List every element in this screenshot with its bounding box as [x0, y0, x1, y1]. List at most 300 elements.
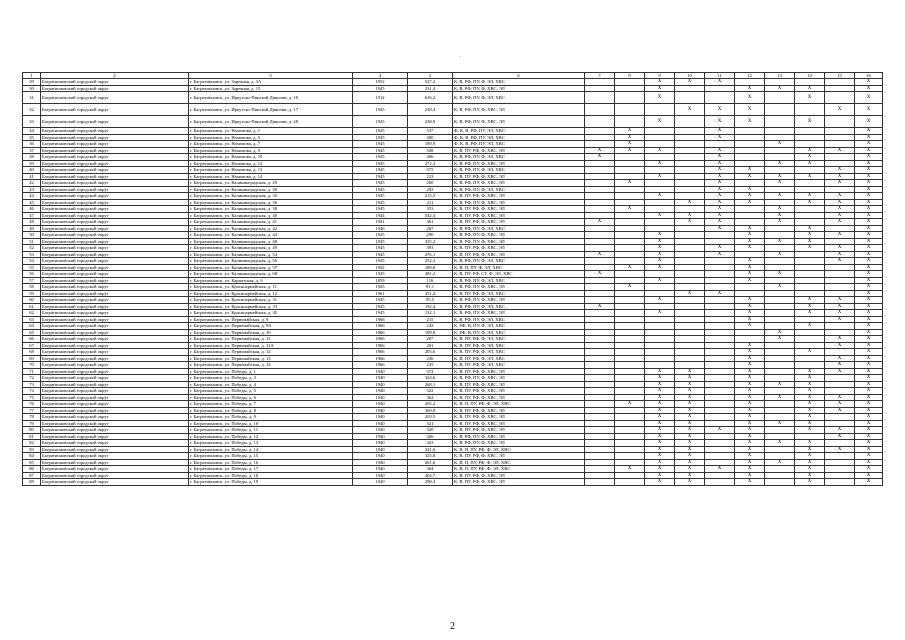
work-col-12-cell: X — [735, 453, 765, 460]
row-number-cell: 35 — [23, 134, 41, 141]
year-built-cell: 1922 — [353, 264, 408, 271]
address-cell: г. Багратионовск, ул. Калининградская, д. 54 — [189, 251, 353, 258]
area-cell: 192,4 — [408, 303, 453, 310]
row-number-cell: 48 — [23, 219, 41, 226]
structural-elements-cell: К, В, ПУ, РФ, Ф, ХВС, ЭЛ — [453, 420, 585, 427]
work-col-9-cell: X — [645, 238, 675, 245]
scan-mark: . — [459, 53, 461, 59]
address-cell: г. Багратионовск, ул. Нахимова, д. 9 — [189, 147, 353, 154]
work-col-14-cell: X — [795, 297, 825, 304]
work-col-10-cell: X — [675, 401, 705, 408]
area-cell: 324,6 — [408, 375, 453, 382]
area-cell: 300 — [408, 134, 453, 141]
address-cell: г. Багратионовск, ул. Победы, д. 3 — [189, 375, 353, 382]
work-col-12-cell: X — [735, 303, 765, 310]
structural-elements-cell: К, В, ПУ, РФ, Ф, ЭЛ, ХВС — [453, 290, 585, 297]
address-cell: г. Багратионовск, ул. Калининградская, д. 38 — [189, 206, 353, 213]
work-col-14-cell: X — [795, 453, 825, 460]
structural-elements-cell: К, В, РФ, ПУ, Ф, ЭЛ, ХВС — [453, 92, 585, 104]
work-col-13-cell: X — [765, 440, 795, 447]
year-built-cell: 1945 — [353, 258, 408, 265]
municipality-cell: Багратионовский городской округ — [41, 453, 189, 460]
year-built-cell: 1966 — [353, 329, 408, 336]
municipality-cell: Багратионовский городской округ — [41, 92, 189, 104]
area-cell: 353 — [408, 206, 453, 213]
work-col-10-cell: X — [675, 459, 705, 466]
work-col-12-cell: X — [735, 245, 765, 252]
address-cell: г. Багратионовск, ул. Победы, д. 9 — [189, 414, 353, 421]
year-built-cell: 1961 — [353, 290, 408, 297]
year-built-cell: 1940 — [353, 440, 408, 447]
row-number-cell: 71 — [23, 368, 41, 375]
structural-elements-cell: К, В, ПУ, РФ, Ф, ХВС, ЭЛ — [453, 219, 585, 226]
work-col-13-cell: X — [765, 394, 795, 401]
work-col-16-cell: X — [855, 232, 883, 239]
municipality-cell: Багратионовский городской округ — [41, 388, 189, 395]
row-number-cell: 87 — [23, 472, 41, 479]
column-number-cell: 10 — [675, 73, 705, 79]
municipality-cell: Багратионовский городской округ — [41, 206, 189, 213]
row-number-cell: 44 — [23, 193, 41, 200]
structural-elements-cell: К, В, П, ПУ, РФ, Ф, ЭЛ, ХВС — [453, 466, 585, 473]
area-cell: 325,8 — [408, 453, 453, 460]
work-col-13-cell — [765, 116, 795, 128]
structural-elements-cell: К, В, П, ПУ, РФ, Ф, ЭЛ, ХВС — [453, 446, 585, 453]
work-col-16-cell: X — [855, 310, 883, 317]
structural-elements-cell: К, В, РФ, ПУ, Ф, ХВС, ЭЛ — [453, 160, 585, 167]
structural-elements-cell: К, РФ, В, ПУ, Ф, ЭЛ, ХВС — [453, 329, 585, 336]
year-built-cell: 1940 — [353, 466, 408, 473]
work-col-16-cell: X — [855, 219, 883, 226]
work-col-12-cell: X — [735, 264, 765, 271]
structural-elements-cell: К, В, ПУ, РФ, Ф, ХВС, ЭЛ — [453, 479, 585, 486]
row-number-cell: 76 — [23, 401, 41, 408]
address-cell: г. Багратионовск, ул. Иркутско-Пинской Дивизии, д. 10 — [189, 92, 353, 104]
address-cell: г. Багратионовск, ул. Победы, д. 15 — [189, 453, 353, 460]
work-col-14-cell: X — [795, 160, 825, 167]
work-col-14-cell: X — [795, 323, 825, 330]
municipality-cell: Багратионовский городской округ — [41, 401, 189, 408]
work-col-10-cell: X — [675, 394, 705, 401]
work-col-9-cell: X — [645, 232, 675, 239]
work-col-15-cell: X — [825, 206, 855, 213]
work-col-14-cell: X — [795, 394, 825, 401]
structural-elements-cell: К, В, ПУ, РФ, Ф, ХВС, ЭЛ — [453, 193, 585, 200]
work-col-16-cell: X — [855, 264, 883, 271]
year-built-cell: 1940 — [353, 459, 408, 466]
row-number-cell: 50 — [23, 232, 41, 239]
work-col-16-cell: X — [855, 368, 883, 375]
year-built-cell: 1940 — [353, 479, 408, 486]
work-col-14-cell: X — [795, 440, 825, 447]
work-col-12-cell: X — [735, 349, 765, 356]
year-built-cell: 1945 — [353, 134, 408, 141]
address-cell: г. Багратионовск, ул. Нахимова, д. 10 — [189, 154, 353, 161]
work-col-15-cell: X — [825, 362, 855, 369]
municipality-cell: Багратионовский городской округ — [41, 440, 189, 447]
work-col-9-cell: X — [645, 212, 675, 219]
area-cell: 393 — [408, 245, 453, 252]
work-col-9-cell: X — [645, 160, 675, 167]
work-col-13-cell: X — [765, 251, 795, 258]
work-col-7-cell: X — [585, 303, 615, 310]
work-col-11-cell: X — [705, 160, 735, 167]
table-row — [23, 479, 883, 486]
work-col-7-cell: X — [585, 271, 615, 278]
work-col-11-cell: X — [705, 245, 735, 252]
municipality-cell: Багратионовский городской округ — [41, 479, 189, 486]
row-number-cell: 88 — [23, 479, 41, 486]
address-cell: г. Багратионовск, ул. Нахимова, д. 12 — [189, 160, 353, 167]
work-col-8-cell: X — [615, 147, 645, 154]
work-col-13-cell: X — [765, 180, 795, 187]
year-built-cell: 1966 — [353, 349, 408, 356]
work-col-11-cell: X — [705, 154, 735, 161]
area-cell: 321 — [408, 420, 453, 427]
year-built-cell: 1940 — [353, 420, 408, 427]
work-col-12-cell: X — [735, 167, 765, 174]
work-col-9-cell: X — [645, 472, 675, 479]
year-built-cell: 1940 — [353, 368, 408, 375]
work-col-10-cell: X — [675, 212, 705, 219]
work-col-13-cell: X — [765, 206, 795, 213]
work-col-11-cell: X — [705, 199, 735, 206]
year-built-cell: 1945 — [353, 173, 408, 180]
work-col-16-cell: X — [855, 79, 883, 86]
area-cell: 293 — [408, 186, 453, 193]
row-number-cell: 69 — [23, 355, 41, 362]
address-cell: г. Багратионовск, ул. Калининградская, д. 29 — [189, 180, 353, 187]
work-col-12-cell: X — [735, 173, 765, 180]
year-built-cell: 1945 — [353, 141, 408, 148]
work-col-16-cell: X — [855, 238, 883, 245]
housing-register-sheet — [22, 72, 882, 486]
work-col-12-cell: X — [735, 381, 765, 388]
year-built-cell: 1940 — [353, 388, 408, 395]
year-built-cell: 1952 — [353, 79, 408, 86]
work-col-9-cell: X — [645, 92, 675, 104]
work-col-12-cell: X — [735, 440, 765, 447]
work-col-14-cell: X — [795, 420, 825, 427]
work-col-16-cell: X — [855, 381, 883, 388]
year-built-cell: 1945 — [353, 199, 408, 206]
work-col-13-cell — [765, 479, 795, 486]
area-cell: 272,3 — [408, 160, 453, 167]
municipality-cell: Багратионовский городской округ — [41, 368, 189, 375]
work-col-11-cell: X — [705, 225, 735, 232]
municipality-cell: Багратионовский городской округ — [41, 336, 189, 343]
work-col-13-cell — [765, 104, 795, 116]
area-cell: 322 — [408, 388, 453, 395]
work-col-12-cell: X — [735, 401, 765, 408]
work-col-7-cell — [585, 92, 615, 104]
work-col-15-cell — [825, 92, 855, 104]
address-cell: г. Багратионовск, ул. Победы, д. 17 — [189, 466, 353, 473]
row-number-cell: 31 — [23, 92, 41, 104]
work-col-15-cell: X — [825, 336, 855, 343]
work-col-14-cell: X — [795, 381, 825, 388]
municipality-cell: Багратионовский городской округ — [41, 245, 189, 252]
work-col-9-cell: X — [645, 420, 675, 427]
area-cell: 261,6 — [408, 459, 453, 466]
work-col-7-cell: X — [585, 147, 615, 154]
municipality-cell: Багратионовский городской округ — [41, 225, 189, 232]
row-number-cell: 38 — [23, 154, 41, 161]
work-col-8-cell: X — [615, 141, 645, 148]
work-col-9-cell: X — [645, 116, 675, 128]
work-col-9-cell: X — [645, 479, 675, 486]
structural-elements-cell: К, В, ПУ, РФ, Ф, ХВС, ЭЛ — [453, 388, 585, 395]
work-col-12-cell: X — [735, 472, 765, 479]
column-number-cell: 9 — [645, 73, 675, 79]
area-cell: 267 — [408, 225, 453, 232]
work-col-9-cell: X — [645, 245, 675, 252]
work-col-7-cell: X — [585, 219, 615, 226]
structural-elements-cell: К, В, РФ, ПУ, Ф, ХВС, ЭЛ — [453, 180, 585, 187]
area-cell: 323 — [408, 440, 453, 447]
address-cell: г. Багратионовск, ул. Нахимова, д. 13 — [189, 167, 353, 174]
year-built-cell: 1945 — [353, 160, 408, 167]
year-built-cell: 1940 — [353, 433, 408, 440]
row-number-cell: 86 — [23, 466, 41, 473]
year-built-cell: 1940 — [353, 414, 408, 421]
row-number-cell: 59 — [23, 290, 41, 297]
work-col-15-cell: X — [825, 368, 855, 375]
work-col-16-cell: X — [855, 459, 883, 466]
address-cell: г. Багратионовск, ул. Победы, д. 4 — [189, 381, 353, 388]
year-built-cell: 1945 — [353, 284, 408, 291]
work-col-8-cell: X — [615, 134, 645, 141]
address-cell: г. Багратионовск, ул. Калининградская, д. 57 — [189, 264, 353, 271]
work-col-16-cell: X — [855, 258, 883, 265]
row-number-cell: 34 — [23, 128, 41, 135]
structural-elements-cell: К, В, ПУ, РФ, Ф, ХВС, ЭЛ — [453, 427, 585, 434]
structural-elements-cell: К, В, РФ, ПУ, Ф, ХВС, ЭЛ — [453, 375, 585, 382]
municipality-cell: Багратионовский городской округ — [41, 394, 189, 401]
work-col-14-cell: X — [795, 427, 825, 434]
municipality-cell: Багратионовский городской округ — [41, 199, 189, 206]
work-col-12-cell: X — [735, 427, 765, 434]
work-col-14-cell: X — [795, 199, 825, 206]
work-col-16-cell: X — [855, 433, 883, 440]
address-cell: г. Багратионовск, ул. Красноармейская, д. 12 — [189, 290, 353, 297]
work-col-16-cell: X — [855, 440, 883, 447]
row-number-cell: 62 — [23, 310, 41, 317]
work-col-10-cell: X — [675, 368, 705, 375]
address-cell: г. Багратионовск, ул. Победы, д. 19 — [189, 479, 353, 486]
address-cell: г. Багратионовск, ул. Нахимова, д. 5 — [189, 134, 353, 141]
work-col-15-cell: X — [825, 394, 855, 401]
work-col-14-cell: X — [795, 349, 825, 356]
work-col-15-cell: X — [825, 193, 855, 200]
work-col-12-cell: X — [735, 316, 765, 323]
work-col-11-cell: X — [705, 219, 735, 226]
column-number-cell: 16 — [855, 73, 883, 79]
work-col-11-cell: X — [705, 104, 735, 116]
municipality-cell: Багратионовский городской округ — [41, 186, 189, 193]
address-cell: г. Багратионовск, ул. Победы, д. 1 — [189, 368, 353, 375]
work-col-14-cell: X — [795, 193, 825, 200]
area-cell: 215 — [408, 316, 453, 323]
work-col-15-cell: X — [825, 251, 855, 258]
year-built-cell: 1945 — [353, 251, 408, 258]
municipality-cell: Багратионовский городской округ — [41, 316, 189, 323]
work-col-11-cell: X — [705, 134, 735, 141]
work-col-12-cell: X — [735, 362, 765, 369]
work-col-9-cell: X — [645, 414, 675, 421]
area-cell: 199,8 — [408, 329, 453, 336]
work-col-11-cell: X — [705, 212, 735, 219]
work-col-9-cell: X — [645, 193, 675, 200]
work-col-13-cell: X — [765, 141, 795, 148]
work-col-14-cell: X — [795, 368, 825, 375]
work-col-13-cell: X — [765, 173, 795, 180]
work-col-13-cell: X — [765, 85, 795, 92]
address-cell: г. Багратионовск, ул. Калининградская, д. 30 — [189, 186, 353, 193]
year-built-cell: 1945 — [353, 116, 408, 128]
table-row — [23, 116, 883, 128]
municipality-cell: Багратионовский городской округ — [41, 271, 189, 278]
year-built-cell: 1940 — [353, 407, 408, 414]
structural-elements-cell: К, В, ПУ, РФ, Ф, ХВС, ЭЛ — [453, 472, 585, 479]
area-cell: 362 — [408, 394, 453, 401]
work-col-15-cell: X — [825, 310, 855, 317]
work-col-16-cell: X — [855, 199, 883, 206]
work-col-16-cell: X — [855, 303, 883, 310]
work-col-16-cell: X — [855, 362, 883, 369]
row-number-cell: 51 — [23, 238, 41, 245]
work-col-16-cell: X — [855, 160, 883, 167]
municipality-cell: Багратионовский городской округ — [41, 362, 189, 369]
year-built-cell: 1945 — [353, 297, 408, 304]
structural-elements-cell: К, В, РФ, ПУ, Ф, ХВС, ЭЛ — [453, 85, 585, 92]
year-built-cell: 1945 — [353, 147, 408, 154]
structural-elements-cell: К, В, РФ, ПУ, Ф, ХВС, ЭЛ — [453, 238, 585, 245]
municipality-cell: Багратионовский городской округ — [41, 342, 189, 349]
area-cell: 527,2 — [408, 79, 453, 86]
work-col-12-cell: X — [735, 368, 765, 375]
municipality-cell: Багратионовский городской округ — [41, 128, 189, 135]
column-number-cell: 4 — [353, 73, 408, 79]
area-cell: 290 — [408, 232, 453, 239]
structural-elements-cell: К, В, П, ПУ, РФ, Ф, ЭЛ, ХВС — [453, 401, 585, 408]
work-col-9-cell: X — [645, 297, 675, 304]
work-col-15-cell: X — [825, 147, 855, 154]
work-col-12-cell: X — [735, 342, 765, 349]
area-cell: 252,3 — [408, 258, 453, 265]
column-number-cell: 15 — [825, 73, 855, 79]
work-col-11-cell: X — [705, 466, 735, 473]
year-built-cell: 1945 — [353, 128, 408, 135]
municipality-cell: Багратионовский городской округ — [41, 310, 189, 317]
address-cell: г. Багратионовск, ул. Победы, д. 5 — [189, 388, 353, 395]
work-col-14-cell: X — [795, 303, 825, 310]
work-col-12-cell: X — [735, 388, 765, 395]
row-number-cell: 79 — [23, 420, 41, 427]
work-col-15-cell: X — [825, 104, 855, 116]
address-cell: г. Багратионовск, ул. Нахимова, д. 14 — [189, 173, 353, 180]
work-col-13-cell: X — [765, 381, 795, 388]
municipality-cell: Багратионовский городской округ — [41, 407, 189, 414]
area-cell: 406 — [408, 154, 453, 161]
work-col-15-cell: X — [825, 342, 855, 349]
year-built-cell: 1940 — [353, 446, 408, 453]
address-cell: г. Багратионовск, ул. Победы, д. 18 — [189, 472, 353, 479]
address-cell: г. Багратионовск, ул. Первомайская, д. 14 — [189, 362, 353, 369]
structural-elements-cell: К, В, ПУ, РФ, Ф, ХВС, ЭЛ — [453, 173, 585, 180]
work-col-14-cell: X — [795, 245, 825, 252]
work-col-11-cell: X — [705, 173, 735, 180]
address-cell: г. Багратионовск, ул. Победы, д. 14 — [189, 446, 353, 453]
column-number-cell: 6 — [453, 73, 585, 79]
work-col-14-cell — [795, 104, 825, 116]
work-col-15-cell: X — [825, 232, 855, 239]
structural-elements-cell: Ф, К, В, РФ, ПУ, ЭЛ, ХВС — [453, 134, 585, 141]
year-built-cell: 1945 — [353, 180, 408, 187]
work-col-9-cell: X — [645, 310, 675, 317]
address-cell: г. Багратионовск, ул. Нахимова, д. 1 — [189, 128, 353, 135]
work-col-9-cell: X — [645, 375, 675, 382]
year-built-cell: 1966 — [353, 342, 408, 349]
municipality-cell: Багратионовский городской округ — [41, 116, 189, 128]
municipality-cell: Багратионовский городской округ — [41, 446, 189, 453]
work-col-14-cell: X — [795, 154, 825, 161]
work-col-10-cell: X — [675, 466, 705, 473]
housing-register-table — [22, 72, 883, 486]
work-col-16-cell: X — [855, 316, 883, 323]
work-col-16-cell: X — [855, 323, 883, 330]
work-col-14-cell: X — [795, 85, 825, 92]
address-cell: г. Багратионовск, ул. Победы, д. 12 — [189, 433, 353, 440]
row-number-cell: 74 — [23, 388, 41, 395]
work-col-16-cell: X — [855, 134, 883, 141]
row-number-cell: 83 — [23, 446, 41, 453]
area-cell: 290,4 — [408, 479, 453, 486]
table-row — [23, 92, 883, 104]
year-built-cell: 1945 — [353, 238, 408, 245]
area-cell: 116 — [408, 277, 453, 284]
work-col-16-cell: X — [855, 427, 883, 434]
work-col-12-cell: X — [735, 466, 765, 473]
work-col-16-cell: X — [855, 251, 883, 258]
row-number-cell: 64 — [23, 323, 41, 330]
work-col-11-cell: X — [705, 128, 735, 135]
work-col-13-cell: X — [765, 329, 795, 336]
row-number-cell: 57 — [23, 277, 41, 284]
work-col-8-cell — [615, 92, 645, 104]
work-col-10-cell: X — [675, 381, 705, 388]
area-cell: 207 — [408, 336, 453, 343]
work-col-14-cell: X — [795, 310, 825, 317]
work-col-12-cell: X — [735, 258, 765, 265]
structural-elements-cell: К, В, РФ, ПУ, Ф, ХВС, ЭЛ — [453, 440, 585, 447]
work-col-13-cell: X — [765, 336, 795, 343]
municipality-cell: Багратионовский городской округ — [41, 167, 189, 174]
municipality-cell: Багратионовский городской округ — [41, 375, 189, 382]
area-cell: 235 — [408, 362, 453, 369]
row-number-cell: 55 — [23, 264, 41, 271]
row-number-cell: 68 — [23, 349, 41, 356]
work-col-16-cell: X — [855, 342, 883, 349]
municipality-cell: Багратионовский городской округ — [41, 219, 189, 226]
table-row — [23, 104, 883, 116]
work-col-11-cell: X — [705, 186, 735, 193]
page-number: 2 — [450, 621, 455, 632]
year-built-cell: 1945 — [353, 245, 408, 252]
work-col-14-cell: X — [795, 225, 825, 232]
year-built-cell: 1940 — [353, 394, 408, 401]
area-cell: 372 — [408, 368, 453, 375]
